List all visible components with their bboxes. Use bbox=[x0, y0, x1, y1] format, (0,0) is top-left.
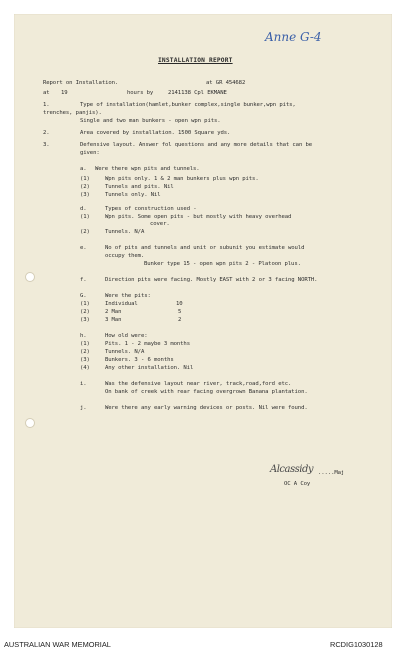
punch-hole-bottom bbox=[25, 418, 35, 428]
section-f-text: Direction pits were facing. Mostly EAST with 2 or 3 facing NORTH. bbox=[105, 277, 318, 283]
section-h-answer-3: Bunkers. 3 - 6 months bbox=[105, 357, 174, 363]
section-h-answer-2: Tunnels. N/A bbox=[105, 349, 145, 355]
section-a-num-2: (2) bbox=[80, 184, 90, 190]
section-f-label: f. bbox=[80, 277, 87, 283]
section-g-label-3: 3 Man bbox=[105, 317, 122, 323]
section-d-answer-2: Tunnels. N/A bbox=[105, 229, 145, 235]
section-g-num-3: (3) bbox=[80, 317, 90, 323]
section-h-answer-1: Pits. 1 - 2 maybe 3 months bbox=[105, 341, 190, 347]
signature-rank: .....Maj bbox=[318, 470, 345, 476]
at-time: 19 bbox=[61, 90, 68, 96]
section-g-num-1: (1) bbox=[80, 301, 90, 307]
section-g-value-3: 2 bbox=[178, 317, 182, 323]
section-g-value-2: 5 bbox=[178, 309, 182, 315]
section-d-answer-1: Wpn pits. Some open pits - but mostly with heavy overhead bbox=[105, 214, 292, 220]
section-a-answer-3: Tunnels only. Nil bbox=[105, 192, 161, 198]
section-a-answer-1: Wpn pits only. 1 & 2 man bunkers plus wpn pits. bbox=[105, 176, 259, 182]
at-label: at bbox=[43, 90, 50, 96]
section-d-question: Types of construction used - bbox=[105, 206, 197, 212]
section-g-label-1: Individual bbox=[105, 301, 138, 307]
item-2-text: Area covered by installation. 1500 Square yds. bbox=[80, 130, 231, 136]
section-d-num-1: (1) bbox=[80, 214, 90, 220]
section-g-label: G. bbox=[80, 293, 87, 299]
hours-by-label: hours by bbox=[127, 90, 154, 96]
reporter: 2141138 Cpl EKMANE bbox=[168, 90, 227, 96]
section-i-label: i. bbox=[80, 381, 87, 387]
item-1-line-3: Single and two man bunkers - open wpn pits. bbox=[80, 118, 221, 124]
section-h-answer-4: Any other installation. Nil bbox=[105, 365, 194, 371]
handwritten-annotation: Anne G-4 bbox=[265, 30, 322, 44]
grid-reference: at GR 454682 bbox=[206, 80, 246, 86]
section-h-num-4: (4) bbox=[80, 365, 90, 371]
section-h-label: h. bbox=[80, 333, 87, 339]
section-i-line-2: On bank of creek with rear facing overgrown Banana plantation. bbox=[105, 389, 308, 395]
signature-role: OC A Coy bbox=[284, 481, 311, 487]
section-j-text: Were there any early warning devices or posts. Nil were found. bbox=[105, 405, 308, 411]
section-e-line-2: occupy them. bbox=[105, 253, 145, 259]
item-1-number: 1. bbox=[43, 102, 50, 108]
section-e-line-1: No of pits and tunnels and unit or subunit you estimate would bbox=[105, 245, 305, 251]
section-g-label-2: 2 Man bbox=[105, 309, 122, 315]
section-d-answer-1-cont: cover. bbox=[150, 221, 170, 227]
item-3-line-2: given: bbox=[80, 150, 100, 156]
archive-id: RCDIG1030128 bbox=[330, 640, 383, 649]
section-h-num-1: (1) bbox=[80, 341, 90, 347]
section-e-label: e. bbox=[80, 245, 87, 251]
section-g-num-2: (2) bbox=[80, 309, 90, 315]
item-3-line-1: Defensive layout. Answer fol questions and any more details that can be bbox=[80, 142, 313, 148]
section-e-answer: Bunker type 15 - open wpn pits 2 - Platoon plus. bbox=[144, 261, 301, 267]
punch-hole-top bbox=[25, 272, 35, 282]
item-1-line-1: Type of installation(hamlet,bunker complex,single bunker,wpn pits, bbox=[80, 102, 296, 108]
section-a-num-3: (3) bbox=[80, 192, 90, 198]
archive-credit: AUSTRALIAN WAR MEMORIAL bbox=[4, 640, 111, 649]
section-a-question: Were there wpn pits and tunnels. bbox=[95, 166, 200, 172]
section-i-line-1: Was the defensive layout near river, track,road,ford etc. bbox=[105, 381, 292, 387]
item-3-number: 3. bbox=[43, 142, 50, 148]
section-a-answer-2: Tunnels and pits. Nil bbox=[105, 184, 174, 190]
report-on-label: Report on Installation. bbox=[43, 80, 119, 86]
section-h-num-3: (3) bbox=[80, 357, 90, 363]
signature-scrawl: Alcassidy bbox=[270, 464, 313, 475]
section-g-value-1: 10 bbox=[176, 301, 183, 307]
section-d-label: d. bbox=[80, 206, 87, 212]
section-h-num-2: (2) bbox=[80, 349, 90, 355]
item-1-line-2: trenches, panjis). bbox=[43, 110, 102, 116]
section-g-question: Were the pits: bbox=[105, 293, 151, 299]
document-title: INSTALLATION REPORT bbox=[158, 57, 233, 64]
section-a-num-1: (1) bbox=[80, 176, 90, 182]
section-a-label: a. bbox=[80, 166, 87, 172]
item-2-number: 2. bbox=[43, 130, 50, 136]
section-j-label: j. bbox=[80, 405, 87, 411]
section-h-question: How old were: bbox=[105, 333, 148, 339]
section-d-num-2: (2) bbox=[80, 229, 90, 235]
